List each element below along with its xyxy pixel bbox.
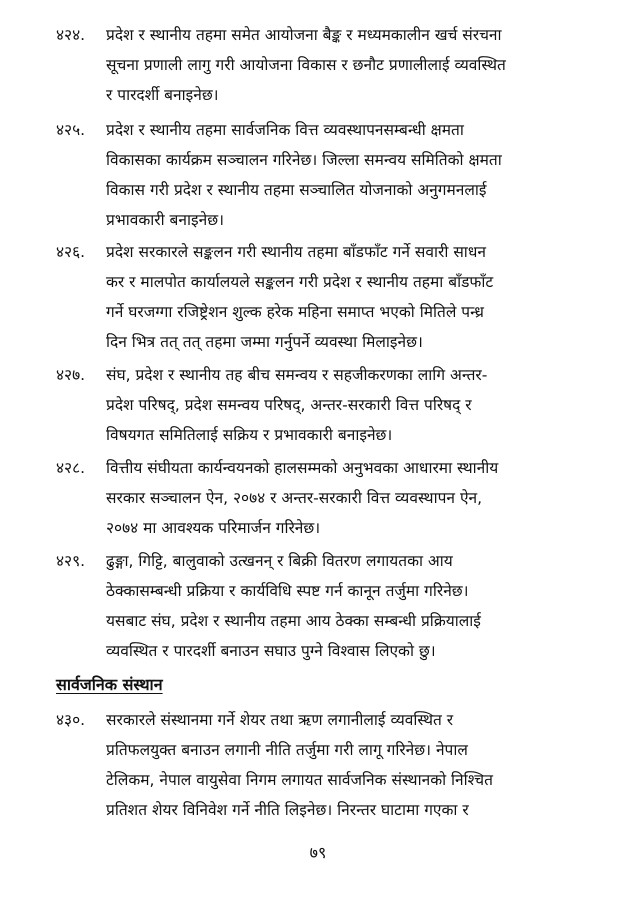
paragraph-line: सूचना प्रणाली लागु गरी आयोजना विकास र छनौट प्रणालीलाई व्यवस्थित xyxy=(106,56,506,74)
paragraph-line: प्रदेश र स्थानीय तहमा समेत आयोजना बैङ्क र मध्यमकालीन खर्च संरचना xyxy=(106,26,502,44)
paragraph-line: प्रतिशत शेयर विनिवेश गर्ने नीति लिइनेछ। निरन्तर घाटामा गएका र xyxy=(106,801,469,819)
paragraph-line: २०७४ मा आवश्यक परिमार्जन गरिनेछ। xyxy=(106,519,321,537)
paragraph-line: विकासका कार्यक्रम सञ्चालन गरिनेछ। जिल्ला समन्वय समितिको क्षमता xyxy=(106,151,502,169)
paragraph-number: ४२९. xyxy=(56,552,86,570)
paragraph-line: टेलिकम, नेपाल वायुसेवा निगम लगायत सार्वजनिक संस्थानको निश्चित xyxy=(106,771,493,789)
paragraph-number: ४२४. xyxy=(56,26,86,44)
paragraph-line: यसबाट संघ, प्रदेश र स्थानीय तहमा आय ठेक्का सम्बन्धी प्रक्रियालाई xyxy=(106,612,481,630)
paragraph-line: गर्ने घरजग्गा रजिष्ट्रेशन शुल्क हरेक महिना समाप्त भएको मितिले पन्ध्र xyxy=(106,303,484,321)
paragraph-line: प्रदेश सरकारले सङ्कलन गरी स्थानीय तहमा बाँडफाँट गर्ने सवारी साधन xyxy=(106,243,486,261)
paragraph-line: दिन भित्र तत् तत् तहमा जम्मा गर्नुपर्ने व्यवस्था मिलाइनेछ। xyxy=(106,333,423,351)
paragraph-number: ४२७. xyxy=(56,366,86,384)
paragraph-line: ठेक्कासम्बन्धी प्रक्रिया र कार्यविधि स्पष्ट गर्न कानून तर्जुमा गरिनेछ। xyxy=(106,582,469,600)
paragraph-line: वित्तीय संघीयता कार्यन्वयनको हालसम्मको अनुभवका आधारमा स्थानीय xyxy=(106,459,499,477)
page-number: ७९ xyxy=(309,843,327,862)
paragraph-line: प्रदेश परिषद्, प्रदेश समन्वय परिषद्, अन्तर-सरकारी वित्त परिषद् र xyxy=(106,396,472,414)
paragraph-line: ढुङ्गा, गिट्टि, बालुवाको उत्खनन् र बिक्री वितरण लगायतका आय xyxy=(106,552,453,570)
paragraph-line: संघ, प्रदेश र स्थानीय तह बीच समन्वय र सहजीकरणका लागि अन्तर- xyxy=(106,366,488,384)
paragraph-line: व्यवस्थित र पारदर्शी बनाउन सघाउ पुग्ने विश्वास लिएको छु। xyxy=(106,642,436,660)
paragraph-line: र पारदर्शी बनाइनेछ। xyxy=(106,86,219,104)
paragraph-number: ४२५. xyxy=(56,121,86,139)
paragraph-line: सरकार सञ्चालन ऐन, २०७४ र अन्तर-सरकारी वित्त व्यवस्थापन ऐन, xyxy=(106,489,483,507)
paragraph-line: विषयगत समितिलाई सक्रिय र प्रभावकारी बनाइनेछ। xyxy=(106,426,393,444)
paragraph-number: ४२६. xyxy=(56,243,86,261)
paragraph-line: कर र मालपोत कार्यालयले सङ्कलन गरी प्रदेश र स्थानीय तहमा बाँडफाँट xyxy=(106,273,494,291)
section-heading: सार्वजनिक संस्थान xyxy=(56,675,163,694)
paragraph-line: प्रभावकारी बनाइनेछ। xyxy=(106,211,224,229)
paragraph-line: विकास गरी प्रदेश र स्थानीय तहमा सञ्चालित योजनाको अनुगमनलाई xyxy=(106,181,487,199)
paragraph-line: प्रदेश र स्थानीय तहमा सार्वजनिक वित्त व्यवस्थापनसम्बन्धी क्षमता xyxy=(106,121,464,139)
paragraph-number: ४२८. xyxy=(56,459,86,477)
paragraph-line: सरकारले संस्थानमा गर्ने शेयर तथा ऋण लगानीलाई व्यवस्थित र xyxy=(106,711,454,729)
paragraph-line: प्रतिफलयुक्त बनाउन लगानी नीति तर्जुमा गरी लागू गरिनेछ। नेपाल xyxy=(106,741,468,759)
paragraph-number: ४३०. xyxy=(56,711,86,729)
